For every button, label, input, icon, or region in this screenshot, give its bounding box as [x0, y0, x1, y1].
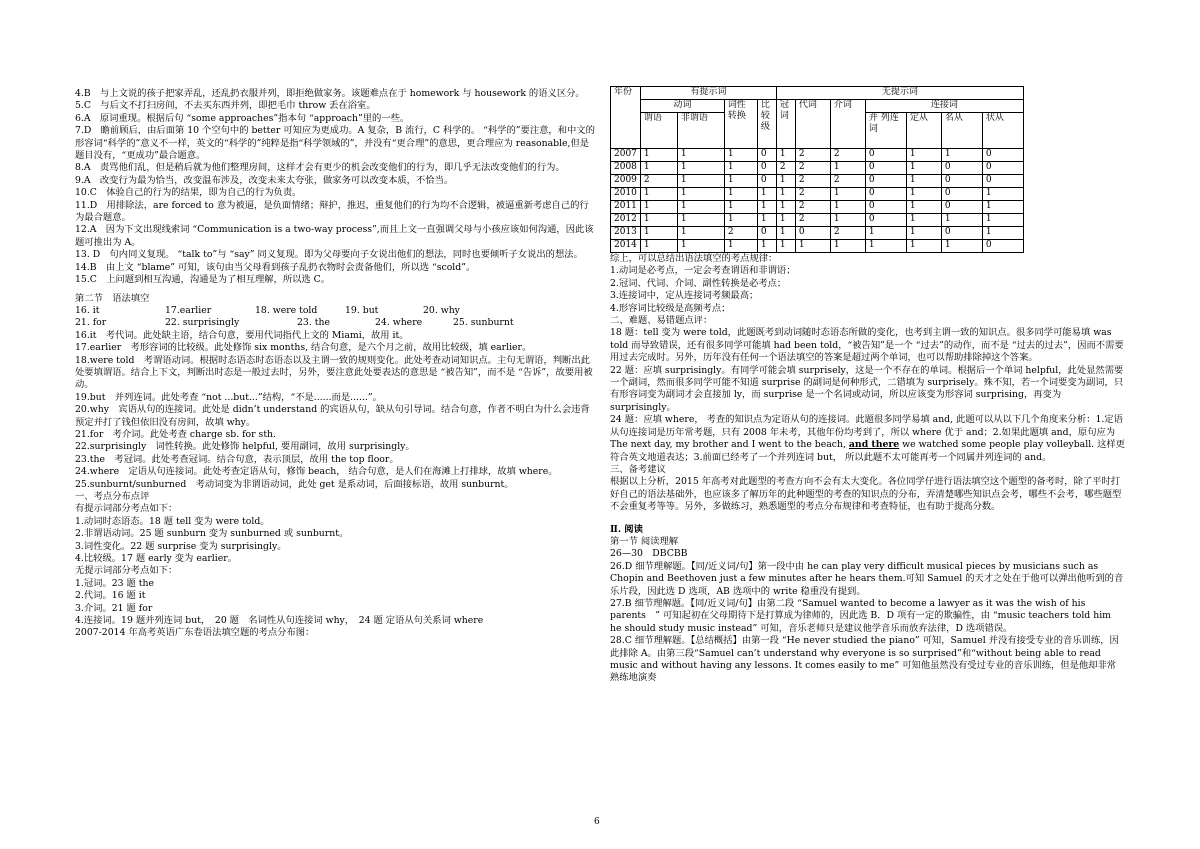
table-row [611, 149, 1024, 162]
answer-16: 16. it [75, 304, 100, 316]
cell: 1 [830, 188, 865, 201]
cell: 1 [640, 214, 677, 227]
top-notes [75, 88, 595, 287]
answer-19: 19. but [345, 304, 379, 316]
cell: 1 [724, 214, 757, 227]
note-4: 4.B 与上文说的孩子把家弄乱，还乱扔衣服并列，即拒绝做家务。该题难点在于 homework 与 housework 的语义区分。 [75, 88, 585, 99]
cell: 1 [677, 149, 724, 162]
cell: 0 [865, 162, 906, 175]
note-12: 12.A 因为下文出现线索词 “Communication is a two-way process”,而且上文一直强调父母与小孩应该如何沟通，因此该题可推出为 A。 [75, 224, 594, 248]
cell: 1 [640, 162, 677, 175]
answer-22: 22. surprisingly [165, 317, 240, 329]
section-b-title: 二、难题、易错题点评： [610, 315, 713, 327]
reading-title: Ⅱ. 阅读 [610, 523, 643, 535]
cell: 2 [795, 162, 830, 175]
cell: 1 [640, 201, 677, 214]
cell: 1 [640, 227, 677, 240]
cell: 1 [865, 227, 906, 240]
hint-item: 4.比较级。17 题 early 变为 earlier。 [75, 553, 237, 565]
summary-item: 4.形容词比较级是高频考点； [610, 302, 731, 314]
cell: 1 [795, 240, 830, 253]
cell: 2 [795, 188, 830, 201]
cell: 2008 [611, 162, 641, 175]
page-number: 6 [594, 817, 600, 827]
cell: 1 [724, 188, 757, 201]
cell: 1 [982, 188, 1023, 201]
left-column [75, 88, 595, 640]
cell: 1 [982, 227, 1023, 240]
cell: 2 [830, 227, 865, 240]
note-10: 10.C 体验自己的行为的结果，即为自己的行为负责。 [75, 187, 302, 199]
grammar-note: 24.where 定语从句连接词。此处考查定语从句，修饰 beach， 结合句意，是人们在海滩上打排球，故填 where。 [75, 466, 558, 478]
summary-intro: 综上，可以总结出语法填空的考点规律： [610, 253, 778, 264]
nohint-intro: 无提示词部分考点如下： [75, 565, 178, 577]
cell: 0 [941, 175, 982, 188]
section2-title: 第二节 语法填空 [75, 292, 150, 304]
hint-item: 2.非谓语动词。25 题 sunburn 变为 sunburned 或 sunburnt。 [75, 528, 349, 540]
cell: 1 [906, 188, 941, 201]
cell: 1 [906, 240, 941, 253]
section-a-title: 一、考点分布点评 [75, 491, 150, 502]
header-conj: 连接词 [865, 100, 1023, 113]
header-year: 年份 [611, 87, 641, 149]
cell: 0 [757, 227, 776, 240]
cell: 1 [776, 188, 795, 201]
cell: 1 [724, 149, 757, 162]
hard-24-part: we watched some people play volleyball. 这样更符合英文地道表达；3.前面已经考了一个并列连词 but， 所以此题不太可能再考一个同属并列连词的 and。 [610, 439, 1125, 463]
table-row [611, 201, 1024, 214]
grammar-note: 17.earlier 考形容词的比较级。此处修饰 six months, 结合句意，是六个月之前，故用比较级，填 earlier。 [75, 342, 532, 354]
grammar-note: 20.why 宾语从句的连接词。此处是 didn’t understand 的宾语从句，缺从句引导词。结合句意，作者不明白为什么会违背预定并打了钱但依旧没有房间，故填 why。 [75, 404, 590, 428]
header-pos: 词性转换 [724, 100, 757, 149]
cell: 2 [724, 227, 757, 240]
cell: 1 [757, 201, 776, 214]
header-comp: 比较级 [757, 100, 776, 149]
summary-item: 1.动词是必考点，一定会考查谓语和非谓语； [610, 265, 796, 277]
cell: 0 [865, 149, 906, 162]
cell: 1 [757, 214, 776, 227]
cell: 1 [640, 188, 677, 201]
table-row [611, 214, 1024, 227]
advice: 根据以上分析，2015 年高考对此题型的考查方向不会有太大变化。各位同学仔进行语法填空这个题型的备考时，除了平时打好自己的语法基础外，也应该多了解历年的此种题型的考查的知识点的分布，弄清楚哪些知识点会考，哪些不会考，哪些题型不会重复考等等。另外，多做练习，熟悉题型的考点分布规律和考查特征，也有助于提高分数。 [610, 476, 1122, 513]
header-attr: 定从 [906, 113, 941, 149]
cell: 0 [941, 162, 982, 175]
note-14: 14.B 由上文 “blame” 可知，该句由当父母看到孩子乱扔衣物时会责备他们，所以选 “scold”。 [75, 261, 476, 273]
reading-note-28: 28.C 细节理解题。【总结概括】由第一段 “He never studied the piano” 可知，Samuel 并没有接受专业的音乐训练，因此排除 A。由第三段“Samuel can’t understand why everyone is so surprised”和“without being able to read music and without having any lessons. It comes easily to me” 可知他虽然没有受过专业的音乐训练，但是他却非常熟练地演奏 [610, 635, 1119, 684]
hard-22: 22 题：应填 surprisingly。有同学可能会填 surprisely，这是一个不存在的单词。根据后一个单词 helpful，此处显然需要一个副词，然而很多同学可能不知道 surprise 的副词是何种形式，二错填为 surprisely。殊不知，若一个词要变为副词，只有形容词变为副词才会直接加 ly，而 surprise 是一个名词或动词，所以应该变为形容词 surprising，再变为 surprisingly。 [610, 364, 1124, 413]
cell: 1 [724, 175, 757, 188]
cell: 1 [776, 240, 795, 253]
cell: 0 [865, 214, 906, 227]
header-verb: 动词 [640, 100, 724, 113]
cell: 1 [677, 188, 724, 201]
header-hint: 有提示词 [640, 87, 776, 100]
reading-sub: 第一节 阅读理解 [610, 535, 679, 547]
note-8: 8.A 责骂他们乱，但是稍后就为他们整理房间，这样才会有更少的机会改变他们的行为，即几乎无法改变他们的行为。 [75, 162, 565, 174]
cell: 1 [941, 240, 982, 253]
cell: 1 [776, 201, 795, 214]
cell: 1 [830, 162, 865, 175]
grammar-note: 18.were told 考谓语动词。根据时态语态时态语态以及主谓一致的规则变化。此处考查动词知识点。主句无谓语，判断出此处要填谓语。结合上下文，判断出时态是一般过去时，另外，要注意此处要表达的意思是 “被告知”，而不是 “告诉”，故要用被动。 [75, 354, 593, 391]
cell: 0 [795, 227, 830, 240]
cell: 2009 [611, 175, 641, 188]
cell: 2011 [611, 201, 641, 214]
header-pred: 谓语 [640, 113, 677, 149]
grammar-note: 25.sunburnt/sunburned 考动词变为非谓语动词，此处 get 是系动词，后面接标语，故用 sunburnt。 [75, 478, 514, 490]
cell: 2007 [611, 149, 641, 162]
section-c-title: 三、备考建议 [610, 463, 666, 475]
grammar-note: 21.for 考介词。此处考查 charge sb. for sth. [75, 428, 277, 440]
cell: 1 [982, 201, 1023, 214]
nohint-item: 3.介词。21 题 for [75, 602, 153, 614]
distribution-table [610, 86, 1024, 253]
nohint-item: 4.连接词。19 题并列连词 but， 20 题 名词性从句连接词 why， 24 题 定语从句关系词 where [75, 615, 484, 627]
summary-item: 3.连接词中，定从连接词考频最高； [610, 290, 759, 302]
note-15: 15.C 上问题到相互沟通，沟通是为了相互理解，所以选 C。 [75, 274, 331, 286]
cell: 1 [757, 240, 776, 253]
cell: 1 [830, 240, 865, 253]
cell: 1 [677, 214, 724, 227]
cell: 1 [677, 201, 724, 214]
answers-row-2 [75, 317, 595, 329]
cell: 1 [830, 214, 865, 227]
answer-23: 23. the [297, 317, 330, 329]
grammar-note: 23.the 考冠词。此处考查冠词。结合句意，表示顶层，故用 the top floor。 [75, 453, 399, 465]
cell: 1 [906, 162, 941, 175]
note-6: 6.A 原词重现。根据后句 “some approaches”指本句 “approach”里的一些。 [75, 112, 410, 124]
hint-item: 3.词性变化。22 题 surprise 变为 surprisingly。 [75, 540, 287, 552]
cell: 1 [906, 227, 941, 240]
cell: 0 [865, 201, 906, 214]
cell: 1 [941, 214, 982, 227]
cell: 1 [677, 227, 724, 240]
cell: 0 [982, 162, 1023, 175]
cell: 2010 [611, 188, 641, 201]
header-prep: 介词 [830, 100, 865, 149]
cell: 2 [640, 175, 677, 188]
cell: 0 [982, 149, 1023, 162]
cell: 1 [640, 149, 677, 162]
cell: 1 [677, 175, 724, 188]
table-row [611, 188, 1024, 201]
answer-24: 24. where [375, 317, 423, 329]
cell: 2 [795, 149, 830, 162]
grammar-notes [75, 330, 595, 491]
table-row [611, 175, 1024, 188]
cell: 1 [724, 201, 757, 214]
note-9: 9.A 改变行为最为恰当，改变温布涉及，改变未来太夸张，做家务可以改变本质，不恰当。 [75, 174, 454, 186]
cell: 1 [906, 175, 941, 188]
hint-intro: 有提示词部分考点如下： [75, 503, 178, 515]
grammar-note: 22.surprisingly 词性转换。此处修饰 helpful, 要用副词，故用 surprisingly。 [75, 441, 415, 453]
cell: 2013 [611, 227, 641, 240]
cell: 0 [982, 175, 1023, 188]
cell: 0 [941, 227, 982, 240]
table-row [611, 227, 1024, 240]
reading-answers: 26—30 DBCBB [610, 548, 688, 560]
answer-18: 18. were told [255, 304, 318, 316]
note-7: 7.D 瞻前顾后，由后面第 10 个空句中的 better 可知应为更成功。A 复杂，B 流行，C 科学的。 “科学的”要注意，和中文的形容词“科学的”意义不一样，英文的“科学的”纯粹是指“科学领域的”，并没有“更合理”的意思，更合理应为 reasonable,但是题目没有，“更成功”最合题意。 [75, 125, 595, 162]
header-adv: 状从 [982, 113, 1023, 149]
answer-21: 21. for [75, 317, 107, 329]
cell: 2014 [611, 240, 641, 253]
answers-row-1 [75, 305, 595, 317]
grammar-note: 16.it 考代词。此处缺主语，结合句意，要用代词指代上文的 Miami，故用 it。 [75, 329, 409, 341]
cell: 0 [757, 175, 776, 188]
reading-note-26: 26.D 细节理解题。【同/近义词/句】第一段中由 he can play very difficult musical pieces by musicians such as Chopin and Beethoven just a few minutes after he hears them.可知 Samuel 的天才之处在于他可以弹出他听到的音乐片段，因此选 D 选项，AB 选项中的 write 稳重没有提到。 [610, 560, 1124, 597]
right-column [610, 86, 1125, 685]
cell: 0 [941, 201, 982, 214]
hard-24-emphasis: and there [848, 439, 900, 451]
reading-note-27: 27.B 细节理解题。【同/近义词/句】由第二段 “Samuel wanted to become a lawyer as it was the wish of his parents ” 可知起初在父母期待下是打算成为律师的，因此选 B．D 项有一定的欺骗性，由 “music teachers told him he should study music instead” 可知，音乐老师只是建议他学音乐而放弃法律，D 选项错误。 [610, 597, 1111, 634]
nohint-item: 2.代词。16 题 it [75, 590, 146, 602]
cell: 0 [757, 162, 776, 175]
cell: 1 [982, 214, 1023, 227]
header-coord: 并 列连词 [865, 113, 906, 149]
cell: 2 [795, 214, 830, 227]
cell: 0 [982, 240, 1023, 253]
cell: 2 [795, 175, 830, 188]
cell: 1 [906, 214, 941, 227]
nohint-item: 1.冠词。23 题 the [75, 577, 155, 589]
cell: 1 [776, 227, 795, 240]
cell: 2 [776, 162, 795, 175]
table-caption: 2007-2014 年高考英语广东卷语法填空题的考点分布图： [75, 627, 315, 639]
cell: 1 [724, 240, 757, 253]
cell: 1 [677, 162, 724, 175]
note-11: 11.D 用排除法，are forced to 意为被逼，是负面情绪；辩护，推迟，重复他们的行为均不合逻辑，被逼重新考虑自己的行为最合题意。 [75, 199, 589, 224]
header-noun: 名从 [941, 113, 982, 149]
cell: 1 [776, 175, 795, 188]
cell: 1 [677, 240, 724, 253]
cell: 1 [830, 201, 865, 214]
header-nohint: 无提示词 [776, 87, 1023, 100]
answer-20: 20. why [423, 304, 460, 316]
cell: 1 [906, 149, 941, 162]
cell: 0 [757, 149, 776, 162]
header-nonpred: 非谓语 [677, 113, 724, 149]
cell: 1 [757, 188, 776, 201]
grammar-note: 19.but 并列连词。此处考查 “not ...but...”结构，“不是......而是......”。 [75, 391, 382, 403]
table-row [611, 240, 1024, 253]
cell: 2 [830, 175, 865, 188]
cell: 1 [724, 162, 757, 175]
answer-17: 17.earlier [165, 304, 212, 316]
answer-25: 25. sunburnt [453, 317, 514, 329]
cell: 1 [640, 240, 677, 253]
cell: 2012 [611, 214, 641, 227]
cell: 1 [865, 240, 906, 253]
hard-24 [610, 414, 1125, 464]
hard-18: 18 题：tell 变为 were told，此题既考到动词随时态语态所做的变化，也考到主谓一致的知识点。很多同学可能易填 was told 而导致错误，还有很多同学可能填 had been told，“被告知”是一个 “过去”的动作，而不是 “过去的过去”，因而不需要用过去完成时。另外，历年没有任何一个语法填空的答案是超过两个单词，也可以帮助排除掉这个答案。 [610, 327, 1124, 364]
cell: 0 [865, 188, 906, 201]
cell: 1 [776, 214, 795, 227]
hint-item: 1.动词时态语态。18 题 tell 变为 were told。 [75, 515, 270, 527]
header-pron: 代词 [795, 100, 830, 149]
cell: 1 [906, 201, 941, 214]
cell: 2 [795, 201, 830, 214]
cell: 1 [776, 149, 795, 162]
cell: 2 [830, 149, 865, 162]
cell: 0 [865, 175, 906, 188]
cell: 0 [941, 188, 982, 201]
note-13: 13. D 句内同义复现。 “talk to”与 “say” 同义复现。即为父母要向子女说出他们的想法，同时也要倾听子女说出的想法。 [75, 249, 583, 261]
note-5: 5.C 与后文不打扫房间，不去买东西并列，即把毛巾 throw 丢在浴室。 [75, 100, 376, 112]
summary-item: 2.冠词、代词、介词、副性转换是必考点； [610, 277, 787, 289]
header-article: 冠词 [776, 100, 795, 149]
table-row [611, 162, 1024, 175]
cell: 1 [941, 149, 982, 162]
hard-24-part: 24 题：应填 where， 考查的知识点为定语从句的连接词。此题很多同学易填 and, 此题可以从以下几个角度来分析：1.定语从句连接词是历年常考题，只有 2008 年未考，其他年份均考到了，所以 where 优于 and；2.如果此题填 and，原句应为 The next day, my brother and I went to the beach, [610, 414, 1123, 451]
